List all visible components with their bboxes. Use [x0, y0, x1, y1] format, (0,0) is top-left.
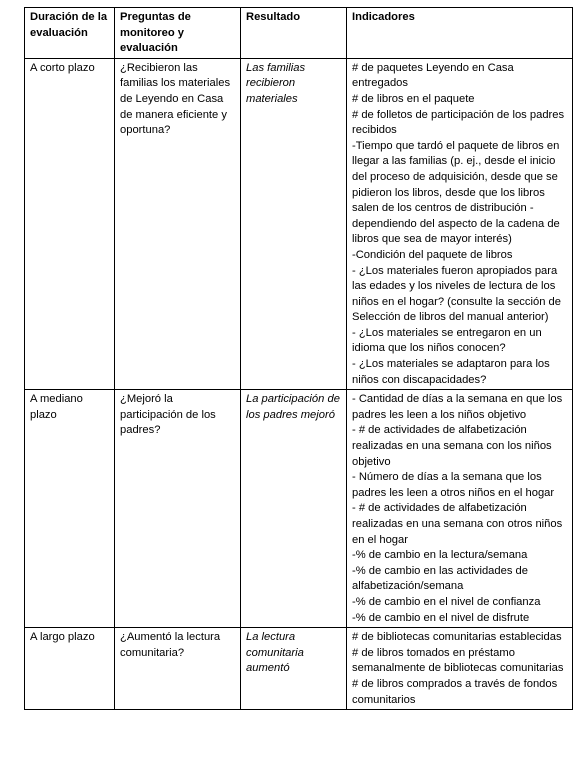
indicator-item: - Número de días a la semana que los padres les leen a otros niños en el hogar: [352, 471, 555, 499]
cell-outcome: Las familias recibieron materiales: [241, 58, 347, 389]
cell-indicators: [347, 58, 573, 389]
indicator-item: - # de actividades de alfabetización realizadas en una semana con los niños objetivo: [352, 424, 552, 468]
indicator-item: -% de cambio en el nivel de disfrute: [352, 611, 530, 624]
indicator-item: # de libros en el paquete: [352, 92, 475, 105]
indicator-item: -% de cambio en la lectura/semana: [352, 549, 528, 562]
cell-outcome: La lectura comunitaria aumentó: [241, 628, 347, 710]
indicator-item: - ¿Los materiales se entregaron en un idioma que los niños conocen?: [352, 326, 542, 355]
table-header-row: [25, 8, 573, 59]
indicator-item: - ¿Los materiales fueron apropiados para las edades y los niveles de lectura de los niños en el hogar? (consulte la sección de Selección de libros del manual anterior): [352, 264, 561, 324]
table-row-short-term: [25, 58, 573, 389]
indicator-item: # de bibliotecas comunitarias establecidas: [352, 631, 562, 644]
indicator-item: -Tiempo que tardó el paquete de libros en llegar a las familias (p. ej., desde el inicio del proceso de adquisición, desde que se pidieron los libros, desde que los libros salen de los centros de distribución - dependiendo del aspecto de la cadena de libros que sea de mayor interés): [352, 139, 560, 246]
cell-duration: A mediano plazo: [25, 390, 115, 628]
evaluation-table: [24, 7, 573, 710]
cell-indicators: [347, 628, 573, 710]
table-row-medium-term: [25, 390, 573, 628]
cell-question: ¿Aumentó la lectura comunitaria?: [115, 628, 241, 710]
cell-duration: A corto plazo: [25, 58, 115, 389]
indicator-item: # de libros tomados en préstamo semanalmente de bibliotecas comunitarias: [352, 646, 564, 675]
header-indicators: Indicadores: [347, 8, 573, 59]
indicator-item: - Cantidad de días a la semana en que los padres les leen a los niños objetivo: [352, 393, 563, 421]
indicator-item: -% de cambio en las actividades de alfabetización/semana: [352, 564, 528, 593]
indicator-item: -% de cambio en el nivel de confianza: [352, 595, 541, 608]
indicator-item: # de paquetes Leyendo en Casa entregados: [352, 61, 514, 90]
indicator-item: # de libros comprados a través de fondos comunitarios: [352, 677, 558, 706]
header-duration: Duración de la evaluación: [25, 8, 115, 59]
cell-duration: A largo plazo: [25, 628, 115, 710]
indicator-item: # de folletos de participación de los padres recibidos: [352, 108, 565, 137]
cell-question: ¿Mejoró la participación de los padres?: [115, 390, 241, 628]
cell-outcome: La participación de los padres mejoró: [241, 390, 347, 628]
cell-indicators: [347, 390, 573, 628]
header-outcome: Resultado: [241, 8, 347, 59]
table-row-long-term: [25, 628, 573, 710]
indicator-item: - # de actividades de alfabetización realizadas en una semana con otros niños en el hogar: [352, 502, 563, 546]
header-questions: Preguntas de monitoreo y evaluación: [115, 8, 241, 59]
indicator-item: - ¿Los materiales se adaptaron para los niños con discapacidades?: [352, 358, 550, 386]
cell-question: ¿Recibieron las familias los materiales de Leyendo en Casa de manera eficiente y oportuna?: [115, 58, 241, 389]
indicator-item: -Condición del paquete de libros: [352, 248, 513, 261]
